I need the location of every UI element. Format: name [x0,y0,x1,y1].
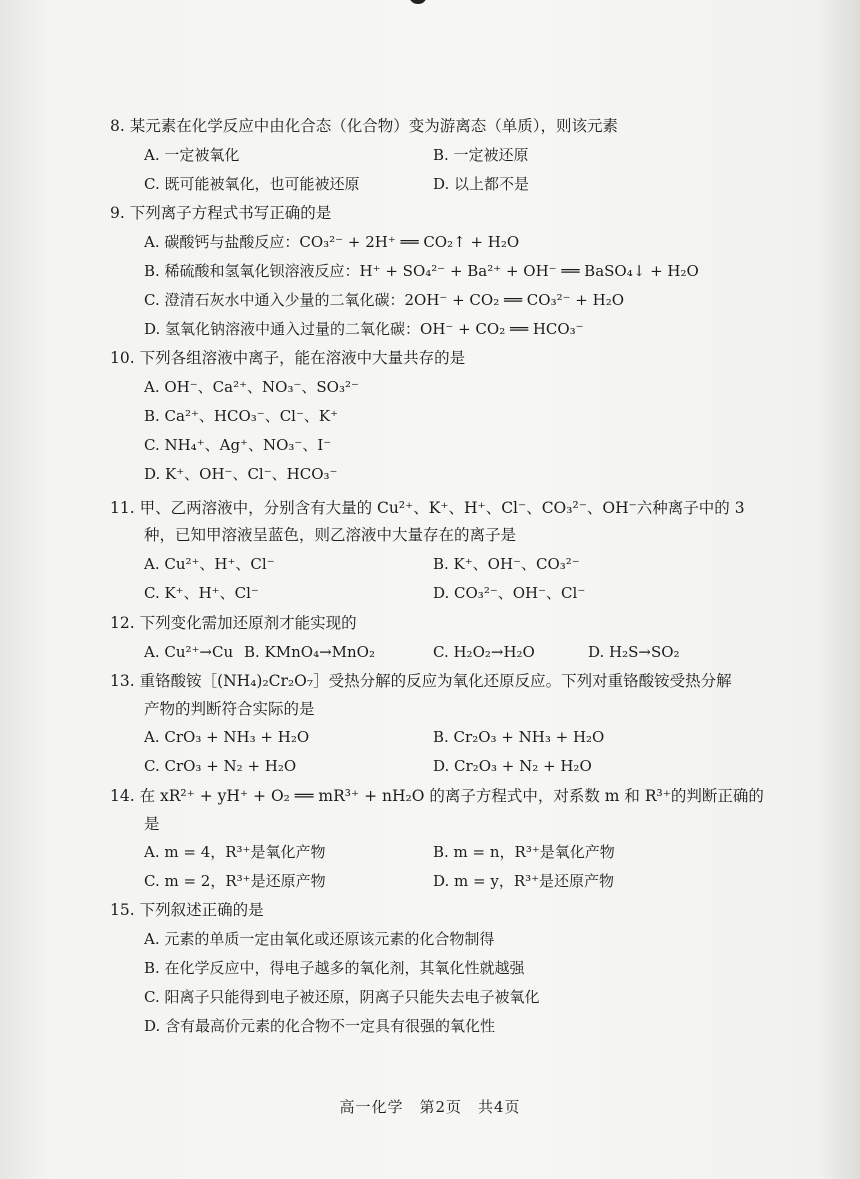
question-13-option-b: B. Cr₂O₃ + NH₃ + H₂O [433,728,605,746]
question-8-option-a: A. 一定被氧化 [144,146,240,164]
question-12-option-c: C. H₂O₂→H₂O [433,643,535,661]
question-15-option-d: D. 含有最高价元素的化合物不一定具有很强的氧化性 [144,1017,496,1035]
question-15-option-b: B. 在化学反应中，得电子越多的氧化剂，其氧化性就越强 [144,959,525,977]
question-11-option-b: B. K⁺、OH⁻、CO₃²⁻ [433,555,580,573]
question-9-stem: 9. 下列离子方程式书写正确的是 [110,204,332,222]
question-10-option-b: B. Ca²⁺、HCO₃⁻、Cl⁻、K⁺ [144,407,339,425]
question-14-option-d: D. m = y，R³⁺是还原产物 [433,872,615,890]
question-8-stem: 8. 某元素在化学反应中由化合态（化合物）变为游离态（单质），则该元素 [110,117,618,135]
question-13-option-d: D. Cr₂O₃ + N₂ + H₂O [433,757,592,775]
question-15-option-c: C. 阳离子只能得到电子被还原，阴离子只能失去电子被氧化 [144,988,540,1006]
question-14-option-b: B. m = n，R³⁺是氧化产物 [433,843,615,861]
question-8-option-d: D. 以上都不是 [433,175,530,193]
question-12-stem: 12. 下列变化需加还原剂才能实现的 [110,614,357,632]
question-14-option-a: A. m = 4，R³⁺是氧化产物 [144,843,326,861]
binding-hole-mark [410,0,426,4]
question-14-stem: 14. 在 xR²⁺ + yH⁺ + O₂ ══ mR³⁺ + nH₂O 的离子方程式中，对系数 m 和 R³⁺的判断正确的 [110,787,764,805]
question-14-option-c: C. m = 2，R³⁺是还原产物 [144,872,326,890]
question-12-option-b: B. KMnO₄→MnO₂ [244,643,375,661]
question-11-option-d: D. CO₃²⁻、OH⁻、Cl⁻ [433,584,586,602]
question-13-stem: 13. 重铬酸铵［(NH₄)₂Cr₂O₇］受热分解的反应为氧化还原反应。下列对重铬酸铵受热分解 [110,672,732,690]
question-11-stem-continued: 种，已知甲溶液呈蓝色，则乙溶液中大量存在的离子是 [144,526,517,544]
question-14-stem-continued: 是 [144,815,160,833]
question-10-stem: 10. 下列各组溶液中离子，能在溶液中大量共存的是 [110,349,466,367]
question-15-option-a: A. 元素的单质一定由氧化或还原该元素的化合物制得 [144,930,495,948]
question-10-option-d: D. K⁺、OH⁻、Cl⁻、HCO₃⁻ [144,465,338,483]
question-9-option-d: D. 氢氧化钠溶液中通入过量的二氧化碳：OH⁻ + CO₂ ══ HCO₃⁻ [144,320,584,338]
question-8-option-b: B. 一定被还原 [433,146,529,164]
question-8-option-c: C. 既可能被氧化，也可能被还原 [144,175,360,193]
question-15-stem: 15. 下列叙述正确的是 [110,901,264,919]
question-11-option-c: C. K⁺、H⁺、Cl⁻ [144,584,259,602]
question-13-option-c: C. CrO₃ + N₂ + H₂O [144,757,297,775]
question-12-option-d: D. H₂S→SO₂ [588,643,680,661]
question-13-stem-continued: 产物的判断符合实际的是 [144,700,315,718]
question-11-stem: 11. 甲、乙两溶液中，分别含有大量的 Cu²⁺、K⁺、H⁺、Cl⁻、CO₃²⁻、OH⁻六种离子中的 3 [110,499,745,517]
question-11-option-a: A. Cu²⁺、H⁺、Cl⁻ [144,555,275,573]
question-13-option-a: A. CrO₃ + NH₃ + H₂O [144,728,310,746]
question-9-option-c: C. 澄清石灰水中通入少量的二氧化碳：2OH⁻ + CO₂ ══ CO₃²⁻ + H₂O [144,291,625,309]
page-footer: 高一化学 第2页 共4页 [339,1098,521,1116]
question-10-option-a: A. OH⁻、Ca²⁺、NO₃⁻、SO₃²⁻ [144,378,359,396]
question-10-option-c: C. NH₄⁺、Ag⁺、NO₃⁻、I⁻ [144,436,332,454]
question-9-option-a: A. 碳酸钙与盐酸反应：CO₃²⁻ + 2H⁺ ══ CO₂↑ + H₂O [144,233,520,251]
question-12-option-a: A. Cu²⁺→Cu [144,643,234,661]
question-9-option-b: B. 稀硫酸和氢氧化钡溶液反应：H⁺ + SO₄²⁻ + Ba²⁺ + OH⁻ ══ BaSO₄↓ + H₂O [144,262,699,280]
